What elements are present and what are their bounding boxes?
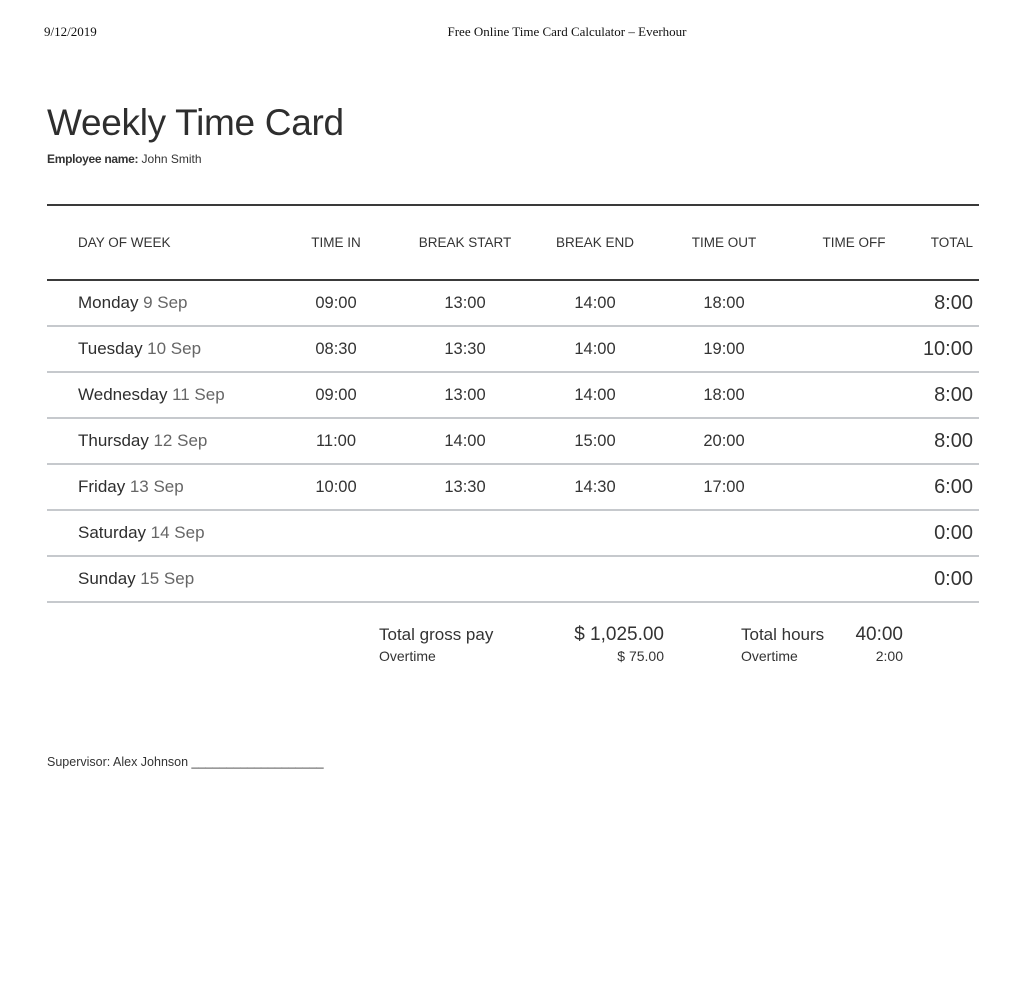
column-header-break-start: BREAK START xyxy=(394,205,536,280)
supervisor-signature-line: Supervisor: Alex Johnson ___________________ xyxy=(47,755,324,769)
pay-overtime-label: Overtime xyxy=(379,648,436,664)
break-start-cell: 13:30 xyxy=(394,464,536,510)
time-off-cell xyxy=(794,326,914,372)
total-cell: 10:00 xyxy=(914,326,979,372)
print-page-title: Free Online Time Card Calculator – Everhour xyxy=(447,24,687,39)
break-start-cell: 14:00 xyxy=(394,418,536,464)
table-row xyxy=(47,556,979,602)
time-out-cell: 18:00 xyxy=(654,280,794,326)
time-in-cell: 09:00 xyxy=(278,280,394,326)
employee-name-label: Employee name: xyxy=(47,152,139,166)
table-row xyxy=(47,418,979,464)
gross-pay-summary xyxy=(379,624,664,668)
gross-pay-value: $ 1,025.00 xyxy=(574,624,664,645)
day-cell: Thursday 12 Sep xyxy=(47,418,278,464)
break-end-cell xyxy=(536,556,654,602)
break-end-cell: 14:00 xyxy=(536,326,654,372)
break-end-cell: 15:00 xyxy=(536,418,654,464)
total-cell: 0:00 xyxy=(914,556,979,602)
break-start-cell: 13:00 xyxy=(394,280,536,326)
total-cell: 6:00 xyxy=(914,464,979,510)
break-start-cell xyxy=(394,556,536,602)
time-in-cell: 11:00 xyxy=(278,418,394,464)
day-cell: Friday 13 Sep xyxy=(47,464,278,510)
gross-pay-label: Total gross pay xyxy=(379,625,494,644)
break-end-cell: 14:00 xyxy=(536,280,654,326)
time-in-cell xyxy=(278,510,394,556)
time-in-cell xyxy=(278,556,394,602)
day-cell: Saturday 14 Sep xyxy=(47,510,278,556)
column-header-break-end: BREAK END xyxy=(536,205,654,280)
time-in-cell: 09:00 xyxy=(278,372,394,418)
column-header-total: TOTAL xyxy=(914,205,979,280)
table-row xyxy=(47,372,979,418)
time-off-cell xyxy=(794,510,914,556)
table-row xyxy=(47,510,979,556)
day-cell: Wednesday 11 Sep xyxy=(47,372,278,418)
break-end-cell: 14:30 xyxy=(536,464,654,510)
column-header-day: DAY OF WEEK xyxy=(47,205,278,280)
total-cell: 8:00 xyxy=(914,280,979,326)
break-start-cell: 13:30 xyxy=(394,326,536,372)
total-hours-label: Total hours xyxy=(741,625,825,644)
column-header-time-off: TIME OFF xyxy=(794,205,914,280)
time-off-cell xyxy=(794,372,914,418)
break-start-cell: 13:00 xyxy=(394,372,536,418)
pay-overtime-value: $ 75.00 xyxy=(617,648,664,664)
time-out-cell: 17:00 xyxy=(654,464,794,510)
day-cell: Monday 9 Sep xyxy=(47,280,278,326)
time-off-cell xyxy=(794,556,914,602)
break-end-cell: 14:00 xyxy=(536,372,654,418)
time-out-cell xyxy=(654,556,794,602)
table-row xyxy=(47,326,979,372)
table-header-row xyxy=(47,205,979,280)
day-cell: Sunday 15 Sep xyxy=(47,556,278,602)
total-cell: 0:00 xyxy=(914,510,979,556)
table-row xyxy=(47,464,979,510)
total-hours-value: 40:00 xyxy=(855,624,903,645)
total-hours-summary xyxy=(741,624,903,668)
employee-name-value: John Smith xyxy=(141,152,202,166)
time-card-header xyxy=(47,100,979,166)
page-title: Weekly Time Card xyxy=(47,102,344,143)
break-end-cell xyxy=(536,510,654,556)
time-out-cell xyxy=(654,510,794,556)
break-start-cell xyxy=(394,510,536,556)
total-cell: 8:00 xyxy=(914,418,979,464)
time-out-cell: 20:00 xyxy=(654,418,794,464)
time-out-cell: 19:00 xyxy=(654,326,794,372)
time-out-cell: 18:00 xyxy=(654,372,794,418)
total-cell: 8:00 xyxy=(914,372,979,418)
hours-overtime-label: Overtime xyxy=(741,648,798,664)
day-cell: Tuesday 10 Sep xyxy=(47,326,278,372)
time-in-cell: 08:30 xyxy=(278,326,394,372)
time-card-table xyxy=(47,204,979,603)
time-in-cell: 10:00 xyxy=(278,464,394,510)
time-off-cell xyxy=(794,418,914,464)
print-date: 9/12/2019 xyxy=(44,24,97,39)
time-off-cell xyxy=(794,464,914,510)
employee-name-line xyxy=(47,152,979,166)
column-header-time-out: TIME OUT xyxy=(654,205,794,280)
print-header xyxy=(0,22,1024,42)
table-row xyxy=(47,280,979,326)
time-off-cell xyxy=(794,280,914,326)
column-header-time-in: TIME IN xyxy=(278,205,394,280)
hours-overtime-value: 2:00 xyxy=(875,648,903,664)
